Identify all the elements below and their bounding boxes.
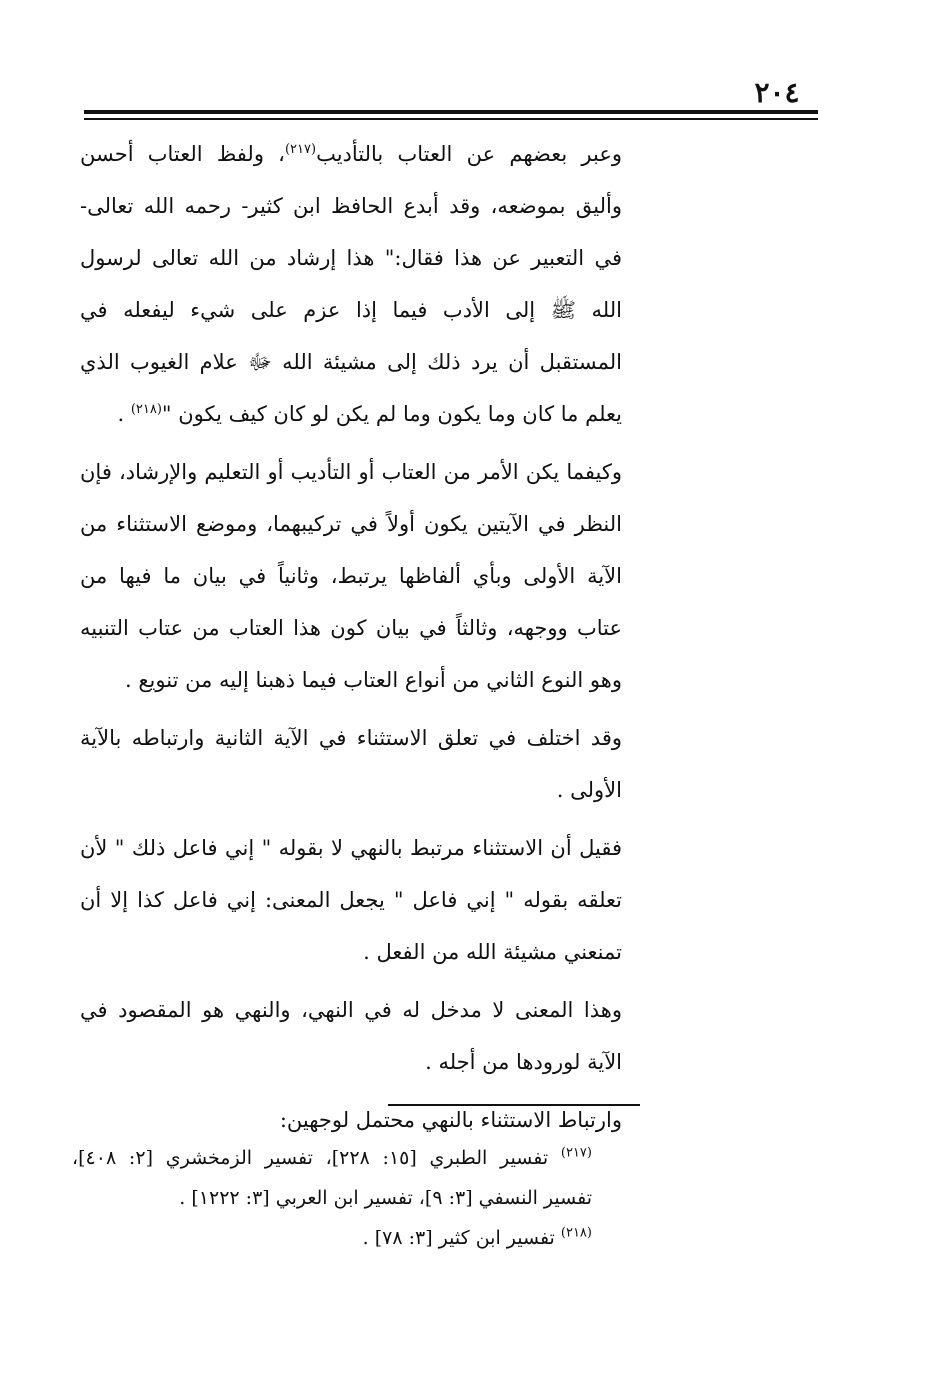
footnote-text-218: تفسير ابن كثير [٣: ٧٨] . (362, 1227, 555, 1249)
footnote-separator (388, 1104, 640, 1106)
paragraph-1-end: . (117, 402, 131, 426)
paragraph-6: وارتباط الاستثناء بالنهي محتمل لوجهين: (279, 1108, 622, 1132)
paragraph-5: وهذا المعنى لا مدخل له في النهي، والنهي هو المقصود في الآية لورودها من أجله . (80, 998, 622, 1074)
paragraph-1-text-b: ، ولفظ العتاب أحسن وأليق بموضعه، وقد أبدع الحافظ ابن كثير- رحمه الله تعالى- في التعبير عن هذا فقال:" هذا إرشاد من الله تعالى لرسول الله ﷺ إلى الأدب فيما إذا عزم على شيء ليفعله في المستقبل أن يرد ذلك إلى مشيئة الله ﷻ علام الغيوب الذي يعلم ما كان وما يكون وما لم يكن لو كان كيف يكون " (80, 142, 622, 426)
footnote-mark-218: (٢١٨) (560, 1225, 592, 1241)
footnote-ref-217: (٢١٧) (284, 142, 317, 157)
paragraph-2: وكيفما يكن الأمر من العتاب أو التأديب أو التعليم والإرشاد، فإن النظر في الآيتين يكون أولاً في تركيبهما، وموضع الاستثناء من الآية الأولى وبأي ألفاظها يرتبط، وثانياً في بيان ما فيها من عتاب ووجهه، وثالثاً في بيان كون هذا العتاب من عتاب التنبيه وهو النوع الثاني من أنواع العتاب فيما ذهبنا إليه من تنويع . (80, 460, 622, 692)
footnotes (72, 1138, 640, 1258)
paragraph-1 (80, 128, 670, 440)
header-rule-thin (84, 118, 818, 120)
footnote-text-217: تفسير الطبري [١٥: ٢٢٨]، تفسير الزمخشري [٢: ٤٠٨]، تفسير النسفي [٣: ٩]، تفسير ابن العربي [٣: ١٢٢٢] . (72, 1147, 592, 1209)
header-rule-thick (84, 110, 818, 114)
footnote-mark-217: (٢١٧) (560, 1145, 592, 1161)
footnote-217 (72, 1138, 640, 1218)
footnote-218 (72, 1218, 640, 1258)
footnote-ref-218: (٢١٨) (130, 402, 162, 417)
body-text (80, 128, 670, 1146)
page-number: ٢٠٤ (754, 76, 800, 109)
paragraph-3: وقد اختلف في تعلق الاستثناء في الآية الثانية وارتباطه بالآية الأولى . (80, 726, 622, 802)
paragraph-4: فقيل أن الاستثناء مرتبط بالنهي لا بقوله " إني فاعل ذلك " لأن تعلقه بقوله " إني فاعل " يجعل المعنى: إني فاعل كذا إلا أن تمنعني مشيئة الله من الفعل . (80, 836, 622, 964)
paragraph-1-text-a: وعبر بعضهم عن العتاب بالتأديب (316, 142, 623, 166)
